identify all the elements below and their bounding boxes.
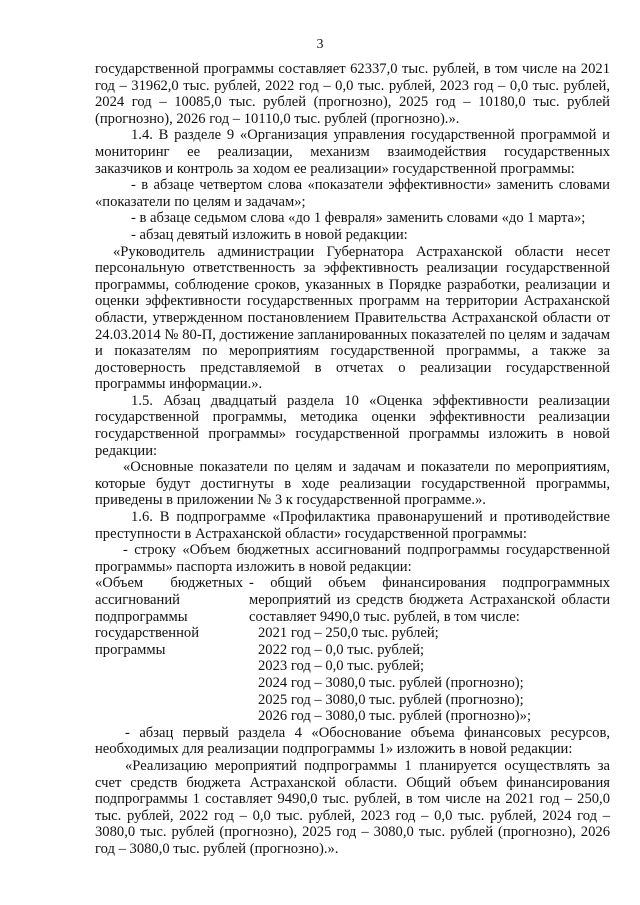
year-line: 2022 год – 0,0 тыс. рублей; xyxy=(258,641,425,658)
passport-row-table xyxy=(95,575,610,724)
document-body xyxy=(95,61,610,858)
year-line: 2024 год – 3080,0 тыс. рублей (прогнозно); xyxy=(258,674,524,691)
paragraph-1-6: 1.6. В подпрограмме «Профилактика правонарушений и противодействие преступности в Астраханской области» государственной программы: xyxy=(95,509,610,542)
paragraph-1-4: 1.4. В разделе 9 «Организация управления государственной программой и мониторинг ее реализации, механизм взаимодействия государственных заказчиков и контроль за ходом ее реализации» государственной программы: xyxy=(95,127,610,177)
page-number: 3 xyxy=(316,37,324,52)
passport-row-value xyxy=(249,575,610,724)
paragraph-budget-total: государственной программы составляет 62337,0 тыс. рублей, в том числе на 2021 год – 31962,0 тыс. рублей, 2022 год – 0,0 тыс. рублей, 2023 год – 0,0 тыс. рублей, 2024 год – 10085,0 тыс. рублей (прогнозно), 2025 год – 10180,0 тыс. рублей (прогнозно), 2026 год – 10110,0 тыс. рублей (прогнозно).». xyxy=(95,61,610,127)
year-line: 2023 год – 0,0 тыс. рублей; xyxy=(258,658,425,675)
passport-row-label: «Объем бюджетных ассигнований подпрограммы государственной программы xyxy=(95,575,243,658)
paragraph-item-fourth: - в абзаце четвертом слова «показатели эффективности» заменить словами «показатели по целям и задачам»; xyxy=(95,177,610,210)
paragraph-item-seventh: - в абзаце седьмом слова «до 1 февраля» заменить словами «до 1 марта»; xyxy=(131,210,586,227)
paragraph-1-5: 1.5. Абзац двадцатый раздела 10 «Оценка эффективности реализации государственной программы, методика оценки эффективности реализации государственной программы» государственной программы изложить в новой редакции: xyxy=(95,392,610,459)
paragraph-financing-quote: «Реализацию мероприятий подпрограммы 1 планируется осуществлять за счет средств бюджета Астраханской области. Общий объем финансирования подпрограммы 1 составляет 9490,0 тыс. рублей, в том числе на 2021 год – 250,0 тыс. рублей, 2022 год – 0,0 тыс. рублей, 2023 год – 0,0 тыс. рублей, 2024 год – 3080,0 тыс. рублей (прогнозно), 2025 год – 3080,0 тыс. рублей (прогнозно), 2026 год – 3080,0 тыс. рублей (прогнозно).». xyxy=(95,757,610,857)
passport-row-intro: - общий объем финансирования подпрограммных мероприятий из средств бюджета Астраханской области составляет 9490,0 тыс. рублей, в том числе: xyxy=(249,575,610,625)
paragraph-item-ninth: - абзац девятый изложить в новой редакции: xyxy=(131,226,408,243)
year-line: 2026 год – 3080,0 тыс. рублей (прогнозно)»; xyxy=(258,708,532,725)
paragraph-indicators-quote: «Основные показатели по целям и задачам и показатели по мероприятиям, которые будут достигнуты в ходе реализации государственной программы, приведены в приложении № 3 к государственной программе.». xyxy=(95,459,610,509)
paragraph-responsibility-quote: «Руководитель администрации Губернатора Астраханской области несет персональную ответственность за эффективность реализации государственной программы, соблюдение сроков, указанных в Порядке разработки, реализации и оценки эффективности государственных программ на территории Астраханской области, утвержденном постановлением Правительства Астраханской области от 24.03.2014 № 80-П, достижение запланированных показателей по целям и задачам и показателям по мероприятиям государственной программы, а также за достоверность представляемой в отчетах о реализации государственной программы информации.». xyxy=(95,243,610,393)
year-line: 2021 год – 250,0 тыс. рублей; xyxy=(258,625,439,642)
paragraph-section-4: - абзац первый раздела 4 «Обоснование объема финансовых ресурсов, необходимых для реализации подпрограммы 1» изложить в новой редакции: xyxy=(95,724,610,758)
paragraph-row-replace: - строку «Объем бюджетных ассигнований подпрограммы государственной программы» паспорта изложить в новой редакции: xyxy=(95,542,610,575)
year-line: 2025 год – 3080,0 тыс. рублей (прогнозно); xyxy=(258,691,524,708)
